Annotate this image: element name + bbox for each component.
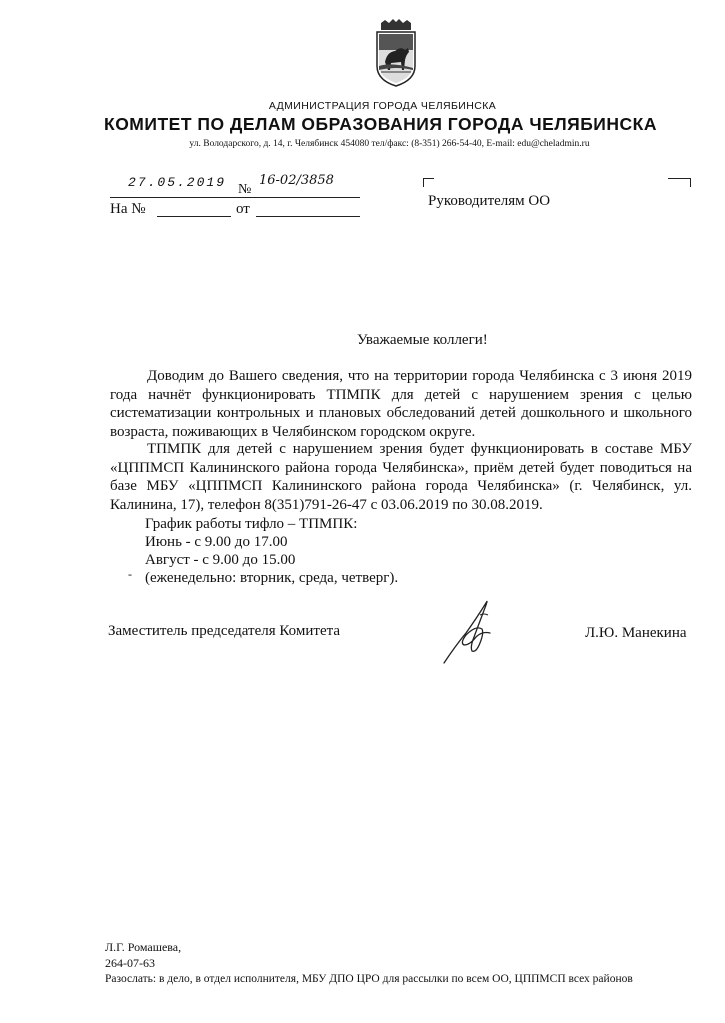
reply-date-label: от <box>236 201 250 217</box>
committee-title: КОМИТЕТ ПО ДЕЛАМ ОБРАЗОВАНИЯ ГОРОДА ЧЕЛЯБИНСКА <box>104 114 657 134</box>
schedule-august: Август - с 9.00 до 15.00 <box>145 552 296 568</box>
signer-name: Л.Ю. Манекина <box>585 625 687 641</box>
executor-name: Л.Г. Ромашева, <box>105 940 182 954</box>
registration-underline <box>110 197 360 198</box>
paragraph-2: ТПМПК для детей с нарушением зрения будет функционировать в составе МБУ «ЦППМСП Калининского района города Челябинска», приём детей будет поводиться на базе МБУ «ЦППМСП Калининского района города Челябинска» (г. Челябинск, ул. Калинина, 17), телефон 8(351)791-26-47 с 03.06.2019 по 30.08.2019. <box>110 441 692 513</box>
salutation: Уважаемые коллеги! <box>357 332 488 348</box>
recipient: Руководителям ОО <box>428 193 551 209</box>
registration-number: 16-02/3858 <box>259 173 334 188</box>
schedule-june: Июнь - с 9.00 до 17.00 <box>145 534 288 550</box>
registration-date: 27.05.2019 <box>128 175 227 190</box>
committee-address: ул. Володарского, д. 14, г. Челябинск 454080 тел/факс: (8-351) 266-54-40, E-mail: edu@cheladmin.ru <box>189 139 590 149</box>
reply-number-blank <box>157 216 231 217</box>
reply-date-blank <box>256 216 360 217</box>
executor-phone: 264-07-63 <box>105 956 155 970</box>
schedule-days: (еженедельно: вторник, среда, четверг). <box>145 570 399 586</box>
handwritten-signature-icon <box>436 595 506 667</box>
distribution-list: Разослать: в дело, в отдел исполнителя, МБУ ДПО ЦРО для рассылки по всем ОО, ЦППМСП всех районов <box>105 973 633 985</box>
registration-number-label: № <box>238 182 252 197</box>
schedule-title: График работы тифло – ТПМПК: <box>145 516 358 532</box>
signer-position: Заместитель председателя Комитета <box>108 623 340 639</box>
address-bracket-left <box>423 178 434 187</box>
list-dash: - <box>128 567 132 581</box>
reply-number-label: На № <box>110 201 146 217</box>
paragraph-1: Доводим до Вашего сведения, что на территории города Челябинска с 3 июня 2019 года начнёт функционировать ТПМПК для детей с нарушением зрения с целью систематизации контрольных и плановых обследований детей дошкольного и школьного возраста, поживающих в Челябинском городском округе. <box>110 368 692 440</box>
city-coat-of-arms-icon <box>371 18 421 88</box>
address-bracket-right <box>668 178 691 187</box>
administration-title: АДМИНИСТРАЦИЯ ГОРОДА ЧЕЛЯБИНСКА <box>268 100 497 112</box>
